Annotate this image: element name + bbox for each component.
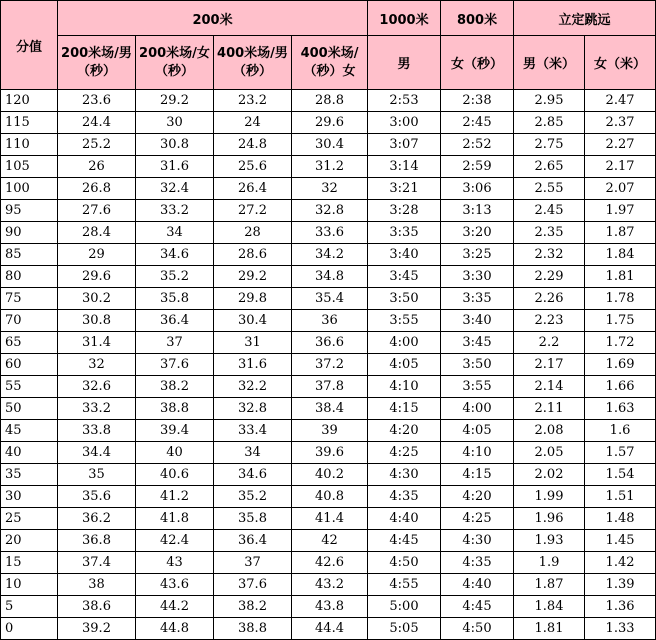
cell-jump-female: 1.72 [585,332,656,354]
cell-400m-female: 39.6 [292,442,368,464]
cell-200m-male: 35.6 [58,486,136,508]
cell-400m-female: 40.2 [292,464,368,486]
cell-jump-female: 2.37 [585,112,656,134]
table-body [1,90,656,640]
cell-400m-female: 32.8 [292,200,368,222]
cell-200m-male: 31.4 [58,332,136,354]
cell-200m-male: 28.4 [58,222,136,244]
table-row [1,552,656,574]
score-cell: 45 [1,420,58,442]
table-row [1,354,656,376]
cell-jump-female: 2.27 [585,134,656,156]
cell-200m-female: 38.2 [136,376,214,398]
cell-800m-female: 4:20 [441,486,514,508]
cell-jump-male: 2.65 [514,156,585,178]
cell-400m-male: 29.8 [214,288,292,310]
cell-1000m-male: 4:35 [368,486,441,508]
cell-jump-female: 2.47 [585,90,656,112]
cell-800m-female: 2:59 [441,156,514,178]
score-cell: 120 [1,90,58,112]
cell-200m-female: 33.2 [136,200,214,222]
cell-200m-male: 30.8 [58,310,136,332]
table-row [1,530,656,552]
cell-800m-female: 3:13 [441,200,514,222]
score-cell: 85 [1,244,58,266]
cell-1000m-male: 5:05 [368,618,441,640]
cell-200m-female: 31.6 [136,156,214,178]
cell-jump-female: 1.51 [585,486,656,508]
cell-jump-male: 2.35 [514,222,585,244]
cell-1000m-male: 4:50 [368,552,441,574]
table-row [1,574,656,596]
cell-1000m-male: 4:30 [368,464,441,486]
cell-jump-female: 1.6 [585,420,656,442]
table-row [1,618,656,640]
cell-400m-female: 43.2 [292,574,368,596]
cell-jump-male: 1.93 [514,530,585,552]
cell-jump-male: 2.08 [514,420,585,442]
cell-400m-female: 43.8 [292,596,368,618]
score-cell: 115 [1,112,58,134]
cell-400m-female: 33.6 [292,222,368,244]
cell-200m-female: 35.8 [136,288,214,310]
cell-jump-male: 2.95 [514,90,585,112]
score-cell: 95 [1,200,58,222]
cell-jump-male: 2.29 [514,266,585,288]
cell-jump-male: 2.17 [514,354,585,376]
cell-200m-male: 24.4 [58,112,136,134]
cell-400m-male: 32.2 [214,376,292,398]
cell-jump-female: 1.33 [585,618,656,640]
cell-jump-male: 2.85 [514,112,585,134]
cell-1000m-male: 4:20 [368,420,441,442]
cell-400m-male: 34.6 [214,464,292,486]
cell-400m-male: 37.6 [214,574,292,596]
cell-200m-female: 43 [136,552,214,574]
cell-1000m-male: 3:28 [368,200,441,222]
table-row [1,156,656,178]
subheader-400m-male: 400米场/男（秒） [214,36,292,90]
cell-400m-male: 35.8 [214,508,292,530]
cell-400m-male: 23.2 [214,90,292,112]
cell-400m-female: 35.4 [292,288,368,310]
cell-1000m-male: 3:50 [368,288,441,310]
cell-800m-female: 4:15 [441,464,514,486]
cell-200m-male: 36.2 [58,508,136,530]
cell-400m-male: 34 [214,442,292,464]
cell-200m-male: 36.8 [58,530,136,552]
cell-jump-female: 1.87 [585,222,656,244]
score-cell: 65 [1,332,58,354]
cell-1000m-male: 4:00 [368,332,441,354]
table-row [1,442,656,464]
cell-jump-male: 2.05 [514,442,585,464]
cell-200m-female: 41.2 [136,486,214,508]
table-row [1,310,656,332]
score-cell: 10 [1,574,58,596]
cell-200m-female: 40 [136,442,214,464]
cell-800m-female: 4:45 [441,596,514,618]
cell-400m-male: 28 [214,222,292,244]
cell-1000m-male: 4:45 [368,530,441,552]
cell-400m-male: 29.2 [214,266,292,288]
score-cell: 25 [1,508,58,530]
table-row [1,266,656,288]
cell-jump-male: 2.11 [514,398,585,420]
table-row [1,508,656,530]
cell-1000m-male: 3:21 [368,178,441,200]
cell-800m-female: 2:45 [441,112,514,134]
cell-400m-female: 30.4 [292,134,368,156]
cell-jump-male: 2.26 [514,288,585,310]
group-header-800m: 800米 [441,1,514,36]
cell-200m-male: 33.8 [58,420,136,442]
table-row [1,464,656,486]
cell-200m-male: 38 [58,574,136,596]
cell-200m-female: 44.2 [136,596,214,618]
cell-400m-female: 36.6 [292,332,368,354]
cell-jump-female: 1.39 [585,574,656,596]
cell-jump-male: 1.84 [514,596,585,618]
cell-200m-male: 23.6 [58,90,136,112]
cell-200m-male: 27.6 [58,200,136,222]
cell-400m-male: 27.2 [214,200,292,222]
cell-400m-female: 31.2 [292,156,368,178]
table-row [1,288,656,310]
header-row-groups [1,1,656,36]
cell-200m-male: 25.2 [58,134,136,156]
cell-jump-female: 1.57 [585,442,656,464]
cell-400m-female: 39 [292,420,368,442]
cell-1000m-male: 2:53 [368,90,441,112]
cell-400m-female: 37.8 [292,376,368,398]
cell-400m-female: 32 [292,178,368,200]
cell-200m-male: 33.2 [58,398,136,420]
cell-800m-female: 4:30 [441,530,514,552]
cell-200m-female: 30.8 [136,134,214,156]
cell-200m-female: 38.8 [136,398,214,420]
cell-jump-female: 1.75 [585,310,656,332]
group-header-1000m: 1000米 [368,1,441,36]
cell-200m-male: 29 [58,244,136,266]
cell-200m-male: 37.4 [58,552,136,574]
cell-400m-female: 34.2 [292,244,368,266]
cell-400m-male: 24 [214,112,292,134]
cell-1000m-male: 3:35 [368,222,441,244]
cell-200m-female: 29.2 [136,90,214,112]
cell-200m-male: 39.2 [58,618,136,640]
cell-400m-male: 24.8 [214,134,292,156]
score-cell: 90 [1,222,58,244]
cell-1000m-male: 4:10 [368,376,441,398]
cell-1000m-male: 3:00 [368,112,441,134]
cell-400m-male: 38.2 [214,596,292,618]
score-header: 分值 [1,1,58,90]
cell-jump-female: 1.97 [585,200,656,222]
cell-400m-female: 29.6 [292,112,368,134]
cell-800m-female: 3:25 [441,244,514,266]
cell-jump-male: 1.87 [514,574,585,596]
cell-200m-male: 29.6 [58,266,136,288]
table-row [1,398,656,420]
cell-200m-male: 38.6 [58,596,136,618]
score-cell: 60 [1,354,58,376]
cell-400m-male: 38.8 [214,618,292,640]
score-cell: 70 [1,310,58,332]
cell-jump-male: 2.23 [514,310,585,332]
cell-400m-female: 41.4 [292,508,368,530]
table-row [1,244,656,266]
cell-jump-male: 1.99 [514,486,585,508]
cell-jump-female: 1.81 [585,266,656,288]
cell-400m-male: 33.4 [214,420,292,442]
score-cell: 15 [1,552,58,574]
cell-jump-male: 2.2 [514,332,585,354]
cell-200m-male: 35 [58,464,136,486]
group-header-200m: 200米 [58,1,368,36]
cell-200m-female: 32.4 [136,178,214,200]
cell-800m-female: 4:25 [441,508,514,530]
cell-jump-male: 2.02 [514,464,585,486]
subheader-800m-female: 女（秒） [441,36,514,90]
cell-400m-female: 36 [292,310,368,332]
score-cell: 0 [1,618,58,640]
cell-jump-male: 1.81 [514,618,585,640]
cell-400m-female: 42.6 [292,552,368,574]
cell-200m-female: 37 [136,332,214,354]
cell-400m-male: 30.4 [214,310,292,332]
score-cell: 20 [1,530,58,552]
cell-800m-female: 4:10 [441,442,514,464]
cell-1000m-male: 3:07 [368,134,441,156]
cell-400m-female: 40.8 [292,486,368,508]
group-header-standing-jump: 立定跳远 [514,1,656,36]
table-row [1,420,656,442]
cell-jump-female: 1.42 [585,552,656,574]
cell-jump-male: 2.55 [514,178,585,200]
cell-jump-male: 1.96 [514,508,585,530]
cell-800m-female: 3:35 [441,288,514,310]
cell-800m-female: 4:00 [441,398,514,420]
cell-800m-female: 3:50 [441,354,514,376]
table-row [1,112,656,134]
cell-800m-female: 3:55 [441,376,514,398]
cell-200m-female: 35.2 [136,266,214,288]
cell-jump-female: 1.69 [585,354,656,376]
table-row [1,332,656,354]
score-cell: 40 [1,442,58,464]
cell-800m-female: 4:35 [441,552,514,574]
subheader-1000m-male: 男 [368,36,441,90]
cell-200m-female: 34.6 [136,244,214,266]
score-cell: 100 [1,178,58,200]
cell-jump-female: 2.07 [585,178,656,200]
cell-jump-female: 1.78 [585,288,656,310]
cell-200m-female: 37.6 [136,354,214,376]
cell-400m-male: 35.2 [214,486,292,508]
cell-200m-male: 26 [58,156,136,178]
subheader-jump-female: 女（米） [585,36,656,90]
table-row [1,486,656,508]
cell-200m-female: 41.8 [136,508,214,530]
score-cell: 35 [1,464,58,486]
score-cell: 30 [1,486,58,508]
cell-1000m-male: 3:45 [368,266,441,288]
cell-200m-female: 39.4 [136,420,214,442]
score-cell: 80 [1,266,58,288]
cell-200m-female: 30 [136,112,214,134]
cell-400m-male: 36.4 [214,530,292,552]
cell-jump-female: 1.48 [585,508,656,530]
cell-200m-female: 34 [136,222,214,244]
score-cell: 50 [1,398,58,420]
cell-400m-female: 38.4 [292,398,368,420]
cell-400m-male: 25.6 [214,156,292,178]
cell-jump-male: 2.45 [514,200,585,222]
table-row [1,90,656,112]
cell-800m-female: 4:05 [441,420,514,442]
cell-1000m-male: 4:15 [368,398,441,420]
cell-400m-female: 44.4 [292,618,368,640]
score-cell: 110 [1,134,58,156]
cell-200m-male: 32 [58,354,136,376]
cell-1000m-male: 5:00 [368,596,441,618]
cell-jump-male: 1.9 [514,552,585,574]
subheader-200m-female: 200米场/女（秒） [136,36,214,90]
cell-400m-male: 31 [214,332,292,354]
cell-800m-female: 3:45 [441,332,514,354]
cell-800m-female: 4:50 [441,618,514,640]
cell-400m-male: 31.6 [214,354,292,376]
cell-200m-male: 26.8 [58,178,136,200]
cell-jump-female: 1.54 [585,464,656,486]
subheader-jump-male: 男（米） [514,36,585,90]
cell-400m-female: 28.8 [292,90,368,112]
cell-1000m-male: 3:55 [368,310,441,332]
cell-jump-male: 2.14 [514,376,585,398]
cell-800m-female: 3:30 [441,266,514,288]
cell-800m-female: 2:38 [441,90,514,112]
cell-800m-female: 2:52 [441,134,514,156]
cell-jump-female: 1.36 [585,596,656,618]
score-cell: 105 [1,156,58,178]
cell-jump-male: 2.75 [514,134,585,156]
cell-400m-female: 37.2 [292,354,368,376]
subheader-400m-female: 400米场/（秒）女 [292,36,368,90]
table-row [1,376,656,398]
cell-400m-male: 26.4 [214,178,292,200]
cell-400m-female: 42 [292,530,368,552]
cell-800m-female: 3:40 [441,310,514,332]
table-row [1,134,656,156]
table-row [1,596,656,618]
table-row [1,178,656,200]
cell-400m-male: 37 [214,552,292,574]
cell-800m-female: 4:40 [441,574,514,596]
cell-1000m-male: 3:40 [368,244,441,266]
header-row-sub [1,36,656,90]
cell-400m-male: 28.6 [214,244,292,266]
score-cell: 55 [1,376,58,398]
cell-jump-female: 1.66 [585,376,656,398]
score-cell: 5 [1,596,58,618]
cell-200m-female: 43.6 [136,574,214,596]
cell-200m-female: 36.4 [136,310,214,332]
cell-200m-male: 34.4 [58,442,136,464]
cell-800m-female: 3:20 [441,222,514,244]
cell-1000m-male: 4:40 [368,508,441,530]
cell-jump-female: 1.63 [585,398,656,420]
cell-200m-female: 44.8 [136,618,214,640]
table-row [1,222,656,244]
cell-1000m-male: 4:05 [368,354,441,376]
cell-800m-female: 3:06 [441,178,514,200]
cell-200m-female: 42.4 [136,530,214,552]
cell-1000m-male: 3:14 [368,156,441,178]
cell-jump-female: 1.45 [585,530,656,552]
cell-jump-male: 2.32 [514,244,585,266]
score-cell: 75 [1,288,58,310]
cell-400m-male: 32.8 [214,398,292,420]
cell-400m-female: 34.8 [292,266,368,288]
table-row [1,200,656,222]
cell-200m-male: 30.2 [58,288,136,310]
cell-jump-female: 1.84 [585,244,656,266]
cell-200m-female: 40.6 [136,464,214,486]
cell-1000m-male: 4:25 [368,442,441,464]
cell-1000m-male: 4:55 [368,574,441,596]
cell-200m-male: 32.6 [58,376,136,398]
cell-jump-female: 2.17 [585,156,656,178]
subheader-200m-male: 200米场/男（秒） [58,36,136,90]
